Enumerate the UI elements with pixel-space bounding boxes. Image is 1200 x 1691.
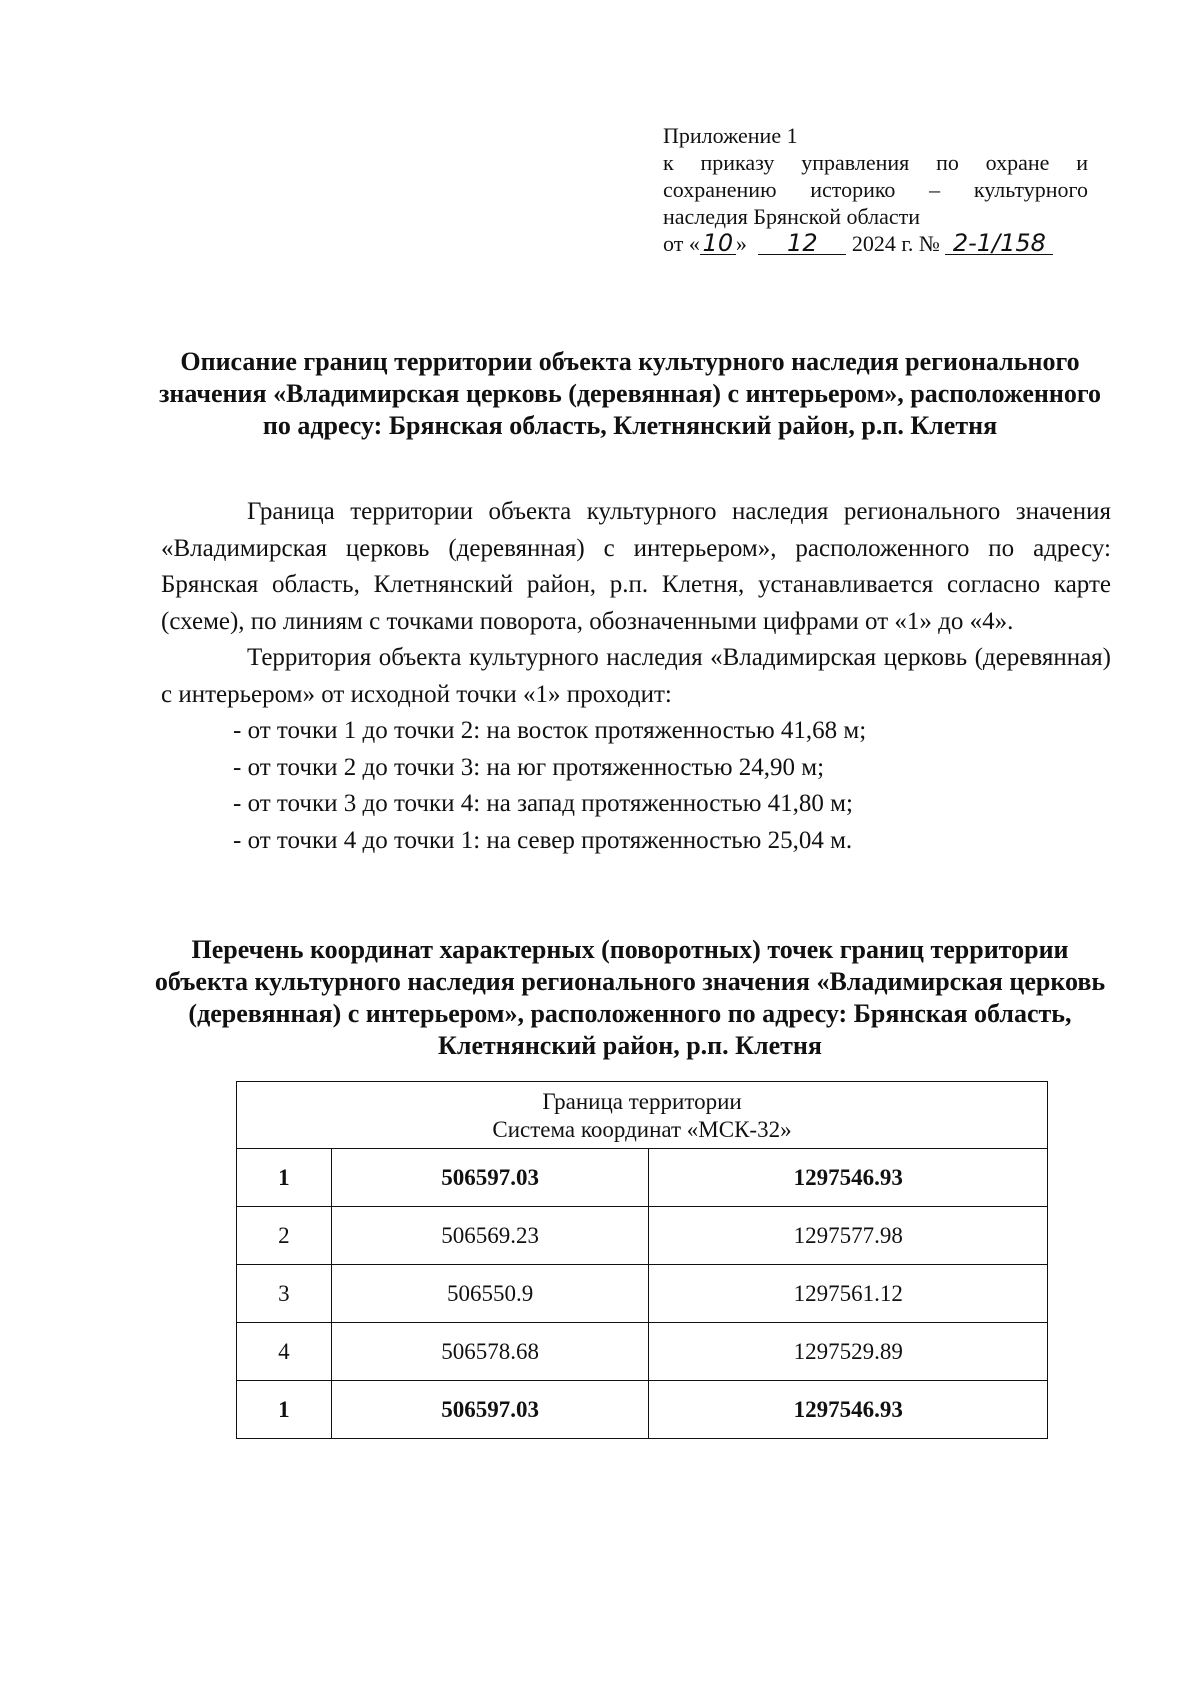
table-header-line2: Система координат «МСК-32» bbox=[492, 1117, 792, 1142]
date-year: 2024 г. № bbox=[851, 231, 940, 256]
x-cell: 506550.9 bbox=[331, 1265, 649, 1323]
point-cell: 2 bbox=[237, 1207, 332, 1265]
attachment-label: Приложение 1 bbox=[663, 123, 798, 148]
territory-paragraph: Территория объекта культурного наследия «Владимирская церковь (деревянная) с интерьером» от исходной точки «1» проходит: bbox=[161, 644, 1111, 708]
coordinates-table-title: Перечень координат характерных (поворотных) точек границ территории объекта культурного наследия регионального значения «Владимирская церковь (деревянная) с интерьером», расположенного по адресу: Брянская область, Клетнянский район, р.п. Клетня bbox=[154, 935, 1106, 1060]
table-row bbox=[237, 1149, 1048, 1207]
date-day-handwritten: 10 bbox=[700, 232, 736, 255]
table-row bbox=[237, 1265, 1048, 1323]
point-cell: 1 bbox=[237, 1381, 332, 1439]
order-date-line bbox=[663, 230, 1088, 257]
table-row bbox=[237, 1207, 1048, 1265]
attachment-department-line: сохранению историко – культурного bbox=[663, 177, 1088, 202]
point-cell: 1 bbox=[237, 1149, 332, 1207]
table-row bbox=[237, 1323, 1048, 1381]
x-cell: 506578.68 bbox=[331, 1323, 649, 1381]
coordinates-table bbox=[236, 1081, 1048, 1439]
order-number-handwritten: 2-1/158 bbox=[945, 232, 1053, 255]
y-cell: 1297529.89 bbox=[649, 1323, 1048, 1381]
x-cell: 506597.03 bbox=[331, 1149, 649, 1207]
x-cell: 506569.23 bbox=[331, 1207, 649, 1265]
y-cell: 1297546.93 bbox=[649, 1381, 1048, 1439]
attachment-region-line: наследия Брянской области bbox=[663, 204, 921, 229]
boundary-paragraph: Граница территории объекта культурного наследия регионального значения «Владимирская церковь (деревянная) с интерьером», расположенного по адресу: Брянская область, Клетнянский район, р.п. Клетня, устанавливается согласно карте (схеме), по линиям с точками поворота, обозначенными цифрами от «1» до «4». bbox=[161, 498, 1111, 635]
document-body bbox=[161, 494, 1111, 859]
date-month-handwritten: 12 bbox=[758, 232, 846, 255]
document-title: Описание границ территории объекта культурного наследия регионального значения «Владимирская церковь (деревянная) с интерьером», расположенного по адресу: Брянская область, Клетнянский район, р.п. Клетня bbox=[158, 347, 1102, 440]
point-cell: 3 bbox=[237, 1265, 332, 1323]
segment-item: - от точки 3 до точки 4: на запад протяженностью 41,80 м; bbox=[233, 790, 853, 817]
table-header-row bbox=[237, 1082, 1048, 1149]
y-cell: 1297561.12 bbox=[649, 1265, 1048, 1323]
date-mid: » bbox=[735, 231, 747, 256]
attachment-block bbox=[663, 122, 1088, 257]
table-header-cell bbox=[237, 1082, 1048, 1149]
table-row bbox=[237, 1381, 1048, 1439]
y-cell: 1297546.93 bbox=[649, 1149, 1048, 1207]
segment-item: - от точки 2 до точки 3: на юг протяженностью 24,90 м; bbox=[233, 753, 825, 781]
attachment-order-line: к приказу управления по охране и bbox=[663, 150, 1088, 175]
table-header-line1: Граница территории bbox=[542, 1089, 742, 1114]
point-cell: 4 bbox=[237, 1323, 332, 1381]
segment-item: - от точки 4 до точки 1: на север протяженностью 25,04 м. bbox=[233, 826, 853, 854]
y-cell: 1297577.98 bbox=[649, 1207, 1048, 1265]
date-prefix: от « bbox=[663, 231, 700, 256]
segment-item: - от точки 1 до точки 2: на восток протяженностью 41,68 м; bbox=[233, 717, 867, 744]
x-cell: 506597.03 bbox=[331, 1381, 649, 1439]
